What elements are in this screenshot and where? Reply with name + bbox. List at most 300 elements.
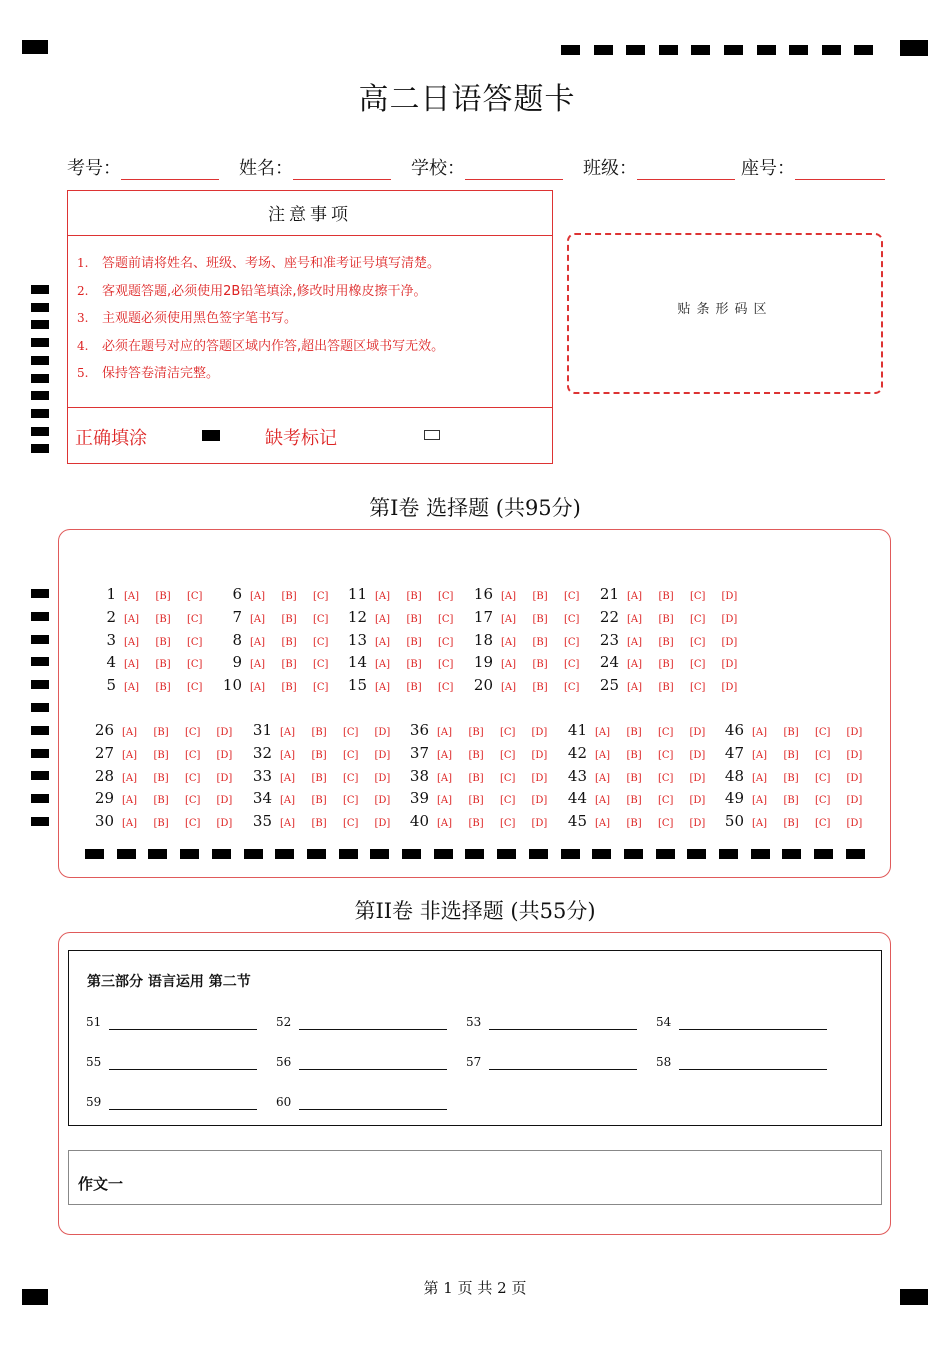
- option-bubble-b[interactable]: [B]: [658, 591, 674, 602]
- info-field-input[interactable]: [121, 157, 219, 180]
- info-field: [67, 154, 219, 180]
- question-row: [92, 629, 219, 651]
- question-number: 20: [473, 676, 493, 695]
- blank-58[interactable]: [656, 1055, 831, 1075]
- option-bubble-c[interactable]: [C]: [500, 727, 516, 738]
- corner-mark: [900, 40, 928, 56]
- notice-heading: 注意事项: [68, 191, 552, 236]
- option-bubble-c[interactable]: [C]: [690, 591, 706, 602]
- option-bubble-a[interactable]: [A]: [124, 659, 140, 671]
- option-bubble-a[interactable]: [A]: [122, 772, 138, 784]
- option-bubble-c[interactable]: [C]: [185, 772, 201, 784]
- blank-number: 58: [656, 1055, 672, 1069]
- option-bubble-c[interactable]: [C]: [815, 772, 831, 784]
- option-bubble-b[interactable]: [B]: [155, 613, 171, 625]
- side-timing-mark: [31, 680, 49, 689]
- option-bubble-b[interactable]: [B]: [626, 749, 642, 761]
- option-bubble-c[interactable]: [C]: [187, 613, 203, 625]
- option-bubble-a[interactable]: [A]: [437, 818, 453, 830]
- option-bubble-a[interactable]: [A]: [595, 749, 611, 761]
- option-bubble-b[interactable]: [B]: [532, 613, 548, 625]
- blank-54[interactable]: [656, 1015, 831, 1035]
- option-bubble-d[interactable]: [D]: [374, 772, 391, 784]
- option-bubble-c[interactable]: [C]: [185, 818, 201, 830]
- blank-line[interactable]: [299, 1029, 447, 1030]
- option-bubble-a[interactable]: [A]: [627, 613, 643, 625]
- question-row: [248, 765, 406, 787]
- blank-line[interactable]: [679, 1029, 827, 1030]
- question-number: 36: [409, 721, 429, 739]
- option-bubble-d[interactable]: [D]: [216, 749, 233, 761]
- blank-line[interactable]: [299, 1069, 447, 1070]
- option-bubble-c[interactable]: [C]: [343, 749, 359, 761]
- option-bubble-b[interactable]: [B]: [155, 591, 171, 602]
- option-bubble-b[interactable]: [B]: [281, 659, 297, 671]
- question-row: [248, 810, 406, 832]
- option-bubble-a[interactable]: [A]: [752, 749, 768, 761]
- option-bubble-b[interactable]: [B]: [468, 772, 484, 784]
- notice-item-text: 保持答卷清洁完整。: [102, 366, 220, 381]
- option-bubble-b[interactable]: [B]: [532, 636, 548, 648]
- option-bubble-d[interactable]: [D]: [689, 772, 706, 784]
- option-bubble-b[interactable]: [B]: [281, 682, 297, 694]
- option-bubble-c[interactable]: [C]: [343, 795, 359, 807]
- notice-list: [68, 236, 552, 388]
- option-bubble-b[interactable]: [B]: [658, 682, 674, 694]
- top-timing-mark: [789, 45, 808, 55]
- option-bubble-b[interactable]: [B]: [626, 727, 642, 738]
- page-footer: 第 1 页 共 2 页: [423, 1279, 527, 1297]
- option-bubble-b[interactable]: [B]: [658, 636, 674, 648]
- question-row: [563, 742, 721, 764]
- option-bubble-a[interactable]: [A]: [122, 749, 138, 761]
- option-bubble-b[interactable]: [B]: [626, 818, 642, 830]
- option-bubble-d[interactable]: [D]: [689, 795, 706, 807]
- option-bubble-c[interactable]: [C]: [313, 591, 329, 602]
- question-number: 7: [232, 607, 242, 626]
- option-bubble-b[interactable]: [B]: [406, 659, 422, 671]
- option-bubble-b[interactable]: [B]: [153, 727, 169, 738]
- option-bubble-d[interactable]: [D]: [721, 591, 738, 602]
- question-row: [720, 810, 878, 832]
- option-bubble-a[interactable]: [A]: [280, 749, 296, 761]
- question-number: 37: [409, 743, 429, 762]
- option-bubble-c[interactable]: [C]: [185, 749, 201, 761]
- question-number: 49: [724, 789, 744, 808]
- option-bubble-d[interactable]: [D]: [531, 772, 548, 784]
- question-row: [595, 606, 753, 628]
- info-field-input[interactable]: [795, 157, 885, 180]
- option-bubble-c[interactable]: [C]: [658, 727, 674, 738]
- option-bubble-a[interactable]: [A]: [250, 659, 266, 671]
- question-number: 29: [94, 789, 114, 808]
- option-bubble-d[interactable]: [D]: [846, 727, 863, 738]
- question-row: [343, 629, 470, 651]
- question-row: [343, 583, 470, 605]
- side-timing-mark: [31, 320, 49, 329]
- option-bubble-b[interactable]: [B]: [406, 682, 422, 694]
- option-bubble-c[interactable]: [C]: [564, 613, 580, 625]
- option-bubble-c[interactable]: [C]: [815, 727, 831, 738]
- option-bubble-a[interactable]: [A]: [627, 591, 643, 602]
- blank-55[interactable]: [86, 1055, 261, 1075]
- top-timing-mark: [757, 45, 776, 55]
- page-title: 高二日语答题卡: [358, 82, 576, 117]
- option-bubble-c[interactable]: [C]: [343, 772, 359, 784]
- option-bubble-d[interactable]: [D]: [846, 795, 863, 807]
- option-bubble-b[interactable]: [B]: [532, 591, 548, 602]
- option-bubble-c[interactable]: [C]: [438, 659, 454, 671]
- question-number: 2: [106, 607, 116, 626]
- option-bubble-c[interactable]: [C]: [187, 659, 203, 671]
- question-row: [469, 651, 596, 673]
- option-bubble-b[interactable]: [B]: [281, 591, 297, 602]
- option-bubble-c[interactable]: [C]: [564, 591, 580, 602]
- option-bubble-a[interactable]: [A]: [122, 818, 138, 830]
- option-bubble-d[interactable]: [D]: [846, 749, 863, 761]
- option-bubble-d[interactable]: [D]: [689, 818, 706, 830]
- option-bubble-d[interactable]: [D]: [721, 636, 738, 648]
- option-bubble-a[interactable]: [A]: [375, 682, 391, 694]
- blank-number: 52: [276, 1015, 292, 1029]
- blank-number: 51: [86, 1015, 102, 1029]
- side-timing-mark: [31, 409, 49, 418]
- option-bubble-b[interactable]: [B]: [468, 818, 484, 830]
- option-bubble-a[interactable]: [A]: [280, 727, 296, 738]
- question-number: 3: [106, 630, 116, 649]
- option-bubble-d[interactable]: [D]: [689, 727, 706, 738]
- option-bubble-a[interactable]: [A]: [375, 591, 391, 602]
- question-row: [90, 810, 248, 832]
- option-bubble-a[interactable]: [A]: [501, 682, 517, 694]
- question-row: [563, 787, 721, 809]
- blank-line[interactable]: [109, 1069, 257, 1070]
- question-number: 5: [106, 676, 116, 695]
- option-bubble-a[interactable]: [A]: [250, 613, 266, 625]
- option-bubble-c[interactable]: [C]: [658, 749, 674, 761]
- option-bubble-b[interactable]: [B]: [406, 636, 422, 648]
- option-bubble-d[interactable]: [D]: [846, 772, 863, 784]
- question-row: [720, 787, 878, 809]
- blank-number: 54: [656, 1015, 672, 1029]
- question-row: [563, 810, 721, 832]
- option-bubble-b[interactable]: [B]: [153, 749, 169, 761]
- option-bubble-c[interactable]: [C]: [658, 795, 674, 807]
- question-number: 30: [94, 812, 114, 831]
- question-row: [218, 651, 345, 673]
- blank-56[interactable]: [276, 1055, 451, 1075]
- option-bubble-b[interactable]: [B]: [311, 727, 327, 738]
- question-number: 25: [599, 676, 619, 695]
- info-field-input[interactable]: [637, 157, 735, 180]
- option-bubble-c[interactable]: [C]: [343, 727, 359, 738]
- option-bubble-b[interactable]: [B]: [626, 772, 642, 784]
- option-bubble-a[interactable]: [A]: [280, 772, 296, 784]
- option-bubble-d[interactable]: [D]: [374, 795, 391, 807]
- option-bubble-b[interactable]: [B]: [153, 772, 169, 784]
- option-bubble-b[interactable]: [B]: [281, 613, 297, 625]
- option-bubble-a[interactable]: [A]: [280, 818, 296, 830]
- option-bubble-c[interactable]: [C]: [438, 636, 454, 648]
- question-number: 1: [106, 585, 116, 603]
- option-bubble-b[interactable]: [B]: [311, 818, 327, 830]
- question-row: [90, 719, 248, 741]
- option-bubble-a[interactable]: [A]: [501, 659, 517, 671]
- option-bubble-d[interactable]: [D]: [216, 772, 233, 784]
- option-bubble-c[interactable]: [C]: [187, 682, 203, 694]
- question-number: 41: [567, 721, 587, 739]
- notice-panel: [67, 190, 553, 464]
- question-row: [218, 674, 345, 696]
- option-bubble-b[interactable]: [B]: [468, 795, 484, 807]
- option-bubble-c[interactable]: [C]: [438, 682, 454, 694]
- question-row: [405, 719, 563, 741]
- option-bubble-b[interactable]: [B]: [155, 659, 171, 671]
- option-bubble-d[interactable]: [D]: [846, 818, 863, 830]
- blank-line[interactable]: [489, 1069, 637, 1070]
- info-field-input[interactable]: [465, 157, 563, 180]
- option-bubble-b[interactable]: [B]: [468, 727, 484, 738]
- question-number: 16: [473, 585, 493, 603]
- info-field-label: 学校：: [411, 158, 465, 179]
- blank-line[interactable]: [489, 1029, 637, 1030]
- option-bubble-a[interactable]: [A]: [595, 795, 611, 807]
- option-bubble-d[interactable]: [D]: [374, 727, 391, 738]
- option-bubble-c[interactable]: [C]: [690, 613, 706, 625]
- info-field-input[interactable]: [293, 157, 391, 180]
- blank-60[interactable]: [276, 1095, 451, 1115]
- notice-item-text: 主观题必须使用黑色签字笔书写。: [102, 311, 298, 326]
- option-bubble-d[interactable]: [D]: [531, 749, 548, 761]
- option-bubble-a[interactable]: [A]: [375, 636, 391, 648]
- side-timing-mark: [31, 612, 49, 621]
- option-bubble-b[interactable]: [B]: [783, 795, 799, 807]
- option-bubble-c[interactable]: [C]: [187, 591, 203, 602]
- option-bubble-c[interactable]: [C]: [500, 818, 516, 830]
- option-bubble-b[interactable]: [B]: [658, 659, 674, 671]
- option-bubble-c[interactable]: [C]: [313, 636, 329, 648]
- option-bubble-a[interactable]: [A]: [595, 727, 611, 738]
- question-row: [469, 583, 596, 605]
- option-bubble-b[interactable]: [B]: [468, 749, 484, 761]
- option-bubble-a[interactable]: [A]: [375, 659, 391, 671]
- option-bubble-a[interactable]: [A]: [437, 772, 453, 784]
- option-bubble-c[interactable]: [C]: [313, 659, 329, 671]
- question-row: [720, 765, 878, 787]
- question-row: [720, 719, 878, 741]
- question-number: 26: [94, 721, 114, 739]
- blank-line[interactable]: [109, 1029, 257, 1030]
- option-bubble-a[interactable]: [A]: [752, 795, 768, 807]
- side-timing-mark: [31, 303, 49, 312]
- option-bubble-d[interactable]: [D]: [721, 613, 738, 625]
- option-bubble-c[interactable]: [C]: [564, 682, 580, 694]
- option-bubble-a[interactable]: [A]: [250, 591, 266, 602]
- option-bubble-b[interactable]: [B]: [153, 818, 169, 830]
- option-bubble-b[interactable]: [B]: [658, 613, 674, 625]
- side-timing-mark: [31, 589, 49, 598]
- option-bubble-b[interactable]: [B]: [532, 682, 548, 694]
- question-number: 15: [347, 676, 367, 695]
- option-bubble-d[interactable]: [D]: [531, 795, 548, 807]
- option-bubble-c[interactable]: [C]: [187, 636, 203, 648]
- option-bubble-a[interactable]: [A]: [280, 795, 296, 807]
- option-bubble-c[interactable]: [C]: [438, 613, 454, 625]
- question-number: 21: [599, 585, 619, 603]
- question-row: [92, 674, 219, 696]
- option-bubble-c[interactable]: [C]: [690, 682, 706, 694]
- question-row: [218, 583, 345, 605]
- option-bubble-d[interactable]: [D]: [216, 818, 233, 830]
- notice-item-text: 必须在题号对应的答题区域内作答,超出答题区域书写无效。: [102, 338, 445, 354]
- option-bubble-c[interactable]: [C]: [500, 749, 516, 761]
- option-bubble-a[interactable]: [A]: [124, 682, 140, 694]
- option-bubble-a[interactable]: [A]: [501, 613, 517, 625]
- option-bubble-a[interactable]: [A]: [501, 591, 517, 602]
- option-bubble-c[interactable]: [C]: [690, 659, 706, 671]
- option-bubble-b[interactable]: [B]: [783, 727, 799, 738]
- option-bubble-c[interactable]: [C]: [815, 818, 831, 830]
- side-timing-mark: [31, 749, 49, 758]
- blank-line[interactable]: [679, 1069, 827, 1070]
- side-timing-mark: [31, 794, 49, 803]
- blank-59[interactable]: [86, 1095, 261, 1115]
- top-timing-mark: [854, 45, 873, 55]
- option-bubble-c[interactable]: [C]: [500, 795, 516, 807]
- notice-item-number: 3.: [77, 311, 89, 325]
- option-bubble-b[interactable]: [B]: [311, 772, 327, 784]
- blank-57[interactable]: [466, 1055, 641, 1075]
- option-bubble-a[interactable]: [A]: [501, 636, 517, 648]
- option-bubble-a[interactable]: [A]: [122, 795, 138, 807]
- option-bubble-c[interactable]: [C]: [438, 591, 454, 602]
- option-bubble-a[interactable]: [A]: [124, 636, 140, 648]
- info-field-label: 姓名：: [239, 158, 293, 179]
- option-bubble-b[interactable]: [B]: [783, 818, 799, 830]
- top-timing-mark: [561, 45, 580, 55]
- question-row: [218, 606, 345, 628]
- option-bubble-c[interactable]: [C]: [343, 818, 359, 830]
- option-bubble-d[interactable]: [D]: [689, 749, 706, 761]
- question-number: 17: [473, 607, 493, 626]
- option-bubble-a[interactable]: [A]: [437, 749, 453, 761]
- option-bubble-b[interactable]: [B]: [153, 795, 169, 807]
- question-row: [92, 583, 219, 605]
- option-bubble-c[interactable]: [C]: [313, 613, 329, 625]
- option-bubble-b[interactable]: [B]: [155, 682, 171, 694]
- option-bubble-d[interactable]: [D]: [374, 749, 391, 761]
- option-bubble-c[interactable]: [C]: [658, 772, 674, 784]
- option-bubble-c[interactable]: [C]: [658, 818, 674, 830]
- question-number: 23: [599, 630, 619, 649]
- question-number: 11: [347, 585, 367, 603]
- correct-fill-label: 正确填涂: [75, 428, 147, 449]
- option-bubble-a[interactable]: [A]: [752, 772, 768, 784]
- option-bubble-c[interactable]: [C]: [185, 727, 201, 738]
- option-bubble-a[interactable]: [A]: [595, 818, 611, 830]
- option-bubble-b[interactable]: [B]: [532, 659, 548, 671]
- question-number: 47: [724, 743, 744, 762]
- corner-mark: [22, 40, 48, 54]
- option-bubble-b[interactable]: [B]: [281, 636, 297, 648]
- option-bubble-c[interactable]: [C]: [313, 682, 329, 694]
- blank-52[interactable]: [276, 1015, 451, 1035]
- info-field: [239, 154, 391, 180]
- option-bubble-d[interactable]: [D]: [216, 795, 233, 807]
- question-row: [343, 606, 470, 628]
- section1-title: 第I卷 选择题 (共95分): [369, 496, 581, 520]
- option-bubble-b[interactable]: [B]: [155, 636, 171, 648]
- option-bubble-c[interactable]: [C]: [564, 636, 580, 648]
- question-number: 14: [347, 653, 367, 672]
- option-bubble-a[interactable]: [A]: [752, 727, 768, 738]
- blank-53[interactable]: [466, 1015, 641, 1035]
- blank-number: 60: [276, 1095, 292, 1109]
- option-bubble-a[interactable]: [A]: [627, 659, 643, 671]
- question-number: 28: [94, 766, 114, 785]
- option-bubble-a[interactable]: [A]: [375, 613, 391, 625]
- option-bubble-b[interactable]: [B]: [311, 749, 327, 761]
- option-bubble-c[interactable]: [C]: [690, 636, 706, 648]
- option-bubble-c[interactable]: [C]: [815, 749, 831, 761]
- option-bubble-c[interactable]: [C]: [500, 772, 516, 784]
- essay-box[interactable]: [68, 1150, 882, 1205]
- option-bubble-b[interactable]: [B]: [406, 591, 422, 602]
- option-bubble-a[interactable]: [A]: [250, 682, 266, 694]
- question-number: 46: [724, 721, 744, 739]
- option-bubble-a[interactable]: [A]: [437, 727, 453, 738]
- absent-mark-checkbox[interactable]: [424, 430, 440, 440]
- option-bubble-d[interactable]: [D]: [721, 682, 738, 694]
- option-bubble-d[interactable]: [D]: [531, 818, 548, 830]
- option-bubble-a[interactable]: [A]: [627, 682, 643, 694]
- option-bubble-b[interactable]: [B]: [783, 772, 799, 784]
- blank-51[interactable]: [86, 1015, 261, 1035]
- blank-line[interactable]: [299, 1109, 447, 1110]
- option-bubble-a[interactable]: [A]: [124, 613, 140, 625]
- question-row: [595, 674, 753, 696]
- option-bubble-c[interactable]: [C]: [815, 795, 831, 807]
- notice-item: [68, 360, 552, 388]
- side-timing-mark: [31, 374, 49, 383]
- option-bubble-a[interactable]: [A]: [752, 818, 768, 830]
- option-bubble-d[interactable]: [D]: [531, 727, 548, 738]
- side-timing-mark: [31, 703, 49, 712]
- info-field-label: 座号：: [741, 158, 795, 179]
- side-timing-mark: [31, 356, 49, 365]
- option-bubble-b[interactable]: [B]: [311, 795, 327, 807]
- question-row: [405, 742, 563, 764]
- option-bubble-a[interactable]: [A]: [122, 727, 138, 738]
- side-timing-mark: [31, 338, 49, 347]
- option-bubble-a[interactable]: [A]: [627, 636, 643, 648]
- blank-line[interactable]: [109, 1109, 257, 1110]
- blank-number: 57: [466, 1055, 482, 1069]
- option-bubble-d[interactable]: [D]: [216, 727, 233, 738]
- option-bubble-b[interactable]: [B]: [626, 795, 642, 807]
- option-bubble-b[interactable]: [B]: [406, 613, 422, 625]
- option-bubble-b[interactable]: [B]: [783, 749, 799, 761]
- option-bubble-c[interactable]: [C]: [564, 659, 580, 671]
- option-bubble-a[interactable]: [A]: [595, 772, 611, 784]
- option-bubble-a[interactable]: [A]: [124, 591, 140, 602]
- option-bubble-a[interactable]: [A]: [437, 795, 453, 807]
- notice-item-number: 4.: [77, 338, 89, 353]
- option-bubble-a[interactable]: [A]: [250, 636, 266, 648]
- option-bubble-c[interactable]: [C]: [185, 795, 201, 807]
- option-bubble-d[interactable]: [D]: [374, 818, 391, 830]
- option-bubble-d[interactable]: [D]: [721, 659, 738, 671]
